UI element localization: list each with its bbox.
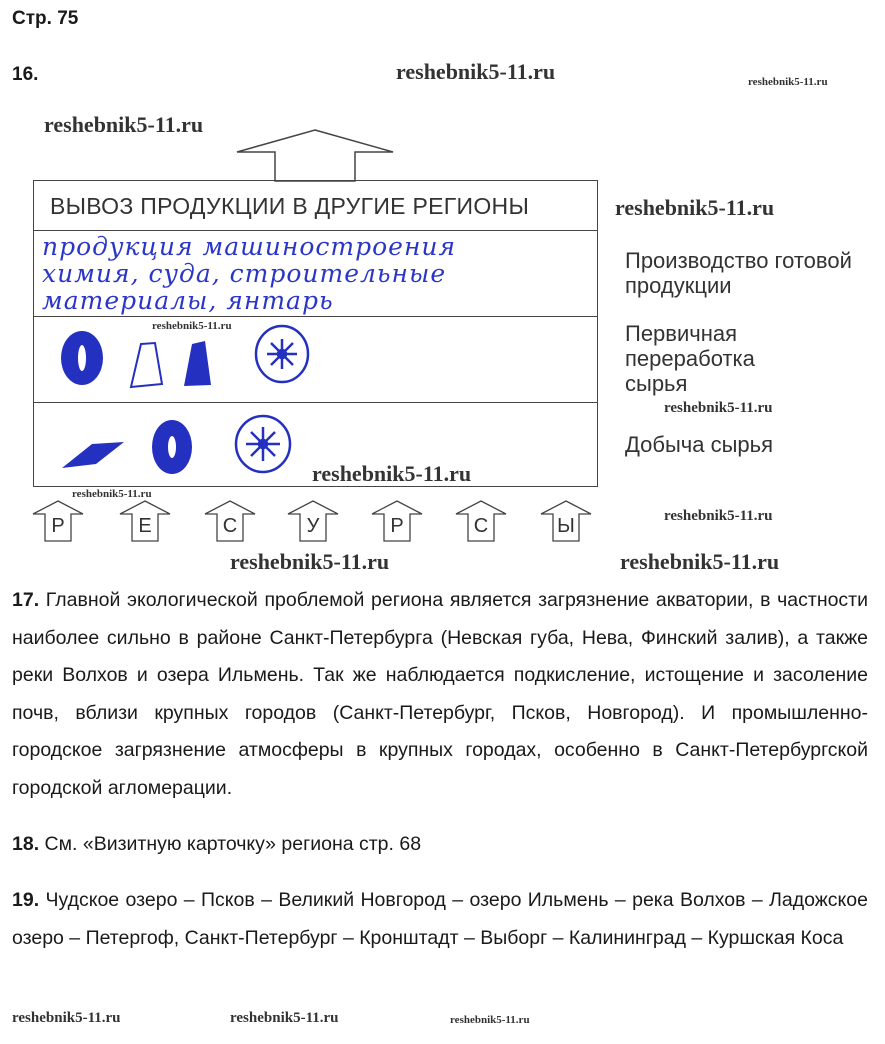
resource-letter: С — [222, 515, 238, 537]
amber-symbol-icon — [236, 416, 290, 472]
oil-shale-symbol-icon — [62, 442, 124, 468]
outline-trapezoid-icon — [131, 343, 162, 387]
resource-arrow — [370, 500, 424, 542]
primary-processing-row — [34, 317, 597, 403]
level-label-processing: Первичная переработка сырья — [625, 321, 755, 396]
level-label-finished: Производство готовой продукции — [625, 248, 852, 298]
export-header: ВЫВОЗ ПРОДУКЦИИ В ДРУГИЕ РЕГИОНЫ — [34, 181, 597, 231]
task-17 — [12, 582, 868, 807]
resource-arrow — [31, 500, 85, 542]
production-diagram — [33, 180, 598, 487]
task-18 — [12, 826, 868, 864]
resource-arrow — [539, 500, 593, 542]
handwritten-line: материалы, янтарь — [42, 286, 334, 315]
peat-symbol-icon — [152, 420, 192, 474]
watermark: reshebnik5-11.ru — [620, 549, 780, 574]
resource-letter: У — [306, 515, 320, 537]
task-19 — [12, 882, 868, 957]
watermark: reshebnik5-11.ru — [12, 1010, 121, 1026]
handwritten-line: химия, суда, строительные — [42, 259, 447, 288]
watermark: reshebnik5-11.ru — [664, 508, 773, 524]
page-label: Стр. 75 — [12, 8, 79, 29]
watermark: reshebnik5-11.ru — [230, 549, 390, 574]
resource-arrow — [454, 500, 508, 542]
handwritten-line: продукция машиностроения — [42, 232, 457, 261]
watermark: reshebnik5-11.ru — [450, 1014, 530, 1026]
resource-letter: С — [473, 515, 489, 537]
task-19-number: 19. — [12, 889, 40, 911]
handwritten-answer — [42, 233, 590, 314]
task-16-number: 16. — [12, 64, 39, 85]
level-label-extraction: Добыча сырья — [625, 432, 774, 457]
task-17-number: 17. — [12, 589, 40, 611]
amber-symbol-icon — [256, 326, 308, 382]
watermark: reshebnik5-11.ru — [230, 1010, 339, 1026]
extraction-symbols — [34, 403, 334, 488]
watermark: reshebnik5-11.ru — [72, 488, 152, 500]
resource-letter: Ы — [557, 515, 575, 537]
task-17-text: Главной экологической проблемой региона является загрязнение акватории, в частности наиболее сильно в районе Санкт-Петербурга (Невская губа, Нева, Финский залив), а также реки Волхов и озера Ильмень. Так же наблюдается подкисление, истощение и засоление почв, вблизи крупных городов (Санкт-Петербург, Псков, Новгород). И промышленно-городское загрязнение атмосферы в крупных городах, особенно в Санкт-Петербургской городской агломерации. — [12, 589, 869, 799]
task-18-text: См. «Визитную карточку» региона стр. 68 — [44, 833, 422, 855]
resource-arrow — [286, 500, 340, 542]
task-18-number: 18. — [12, 833, 40, 855]
peat-symbol-icon — [61, 331, 103, 385]
watermark: reshebnik5-11.ru — [44, 112, 204, 137]
resource-letter: Е — [138, 515, 152, 537]
watermark: reshebnik5-11.ru — [615, 195, 775, 220]
watermark: reshebnik5-11.ru — [748, 76, 828, 88]
resource-letter: Р — [51, 515, 65, 537]
task-19-text: Чудское озеро – Псков – Великий Новгород – озеро Ильмень – река Волхов – Ладожское озеро – Петергоф, Санкт-Петербург – Кронштадт – Выборг – Калининград – Куршская Коса — [12, 889, 868, 949]
resource-arrow — [203, 500, 257, 542]
watermark: reshebnik5-11.ru — [664, 400, 773, 416]
resource-letter: Р — [390, 515, 404, 537]
export-arrow-icon — [235, 128, 395, 182]
watermark: reshebnik5-11.ru — [312, 461, 472, 486]
filled-trapezoid-icon — [184, 341, 211, 386]
finished-products-row — [34, 231, 597, 317]
resource-arrow — [118, 500, 172, 542]
watermark: reshebnik5-11.ru — [152, 320, 232, 332]
watermark: reshebnik5-11.ru — [396, 59, 556, 84]
